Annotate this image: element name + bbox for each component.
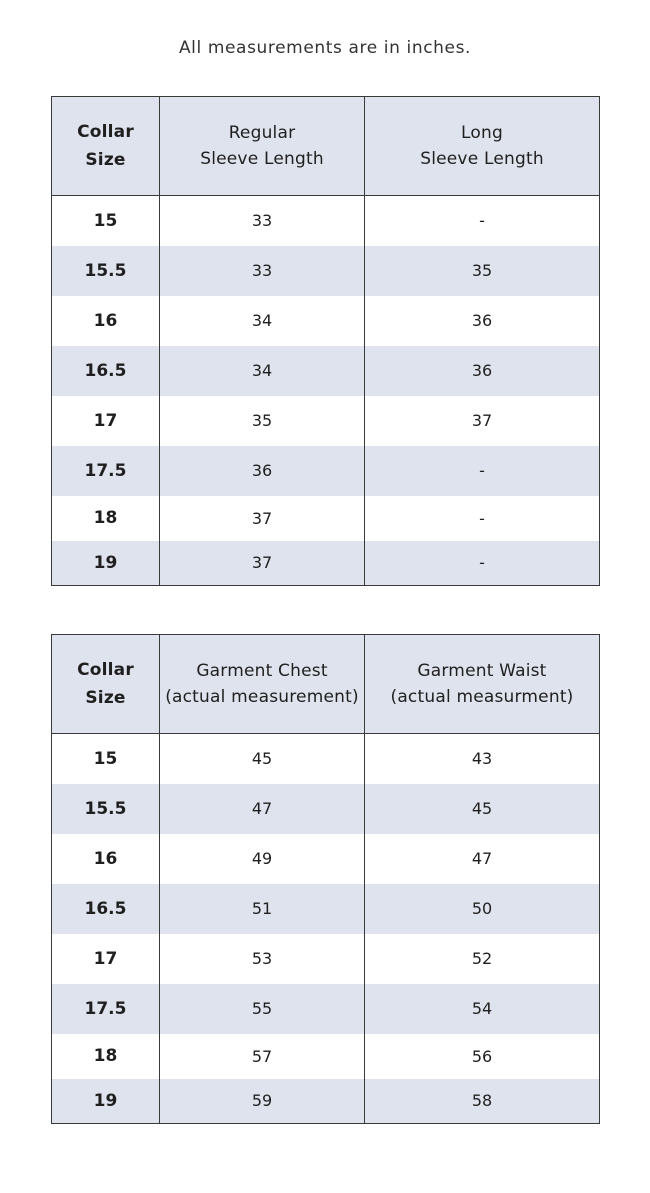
table-row (52, 296, 600, 346)
regular-sleeve-cell: 37 (160, 541, 365, 586)
long-sleeve-cell: 35 (471, 261, 493, 280)
table-row (52, 246, 600, 296)
sleeve-length-table (51, 96, 600, 586)
regular-sleeve-cell: 34 (160, 346, 365, 396)
table-row (52, 784, 600, 834)
garment-chest-cell: 57 (160, 1034, 365, 1079)
header-garment-waist (365, 635, 600, 734)
collar-size-cell: 15.5 (52, 784, 160, 834)
long-sleeve-cell: 36 (471, 311, 493, 330)
garment-waist-cell: 54 (471, 999, 493, 1018)
table-row (52, 396, 600, 446)
collar-size-cell: 17.5 (52, 984, 160, 1034)
collar-size-cell: 16.5 (52, 346, 160, 396)
header-line: Collar (77, 122, 134, 142)
table-header-row (52, 97, 600, 196)
garment-waist-cell: 56 (471, 1046, 493, 1066)
collar-size-cell: 16 (52, 834, 160, 884)
collar-size-cell: 16.5 (52, 884, 160, 934)
long-sleeve-cell: - (479, 553, 485, 573)
table-row (52, 446, 600, 496)
garment-chest-cell: 59 (160, 1079, 365, 1124)
garment-waist-cell: 50 (471, 899, 493, 918)
regular-sleeve-cell: 33 (160, 196, 365, 246)
header-long-sleeve-length (365, 97, 600, 196)
table-row (52, 834, 600, 884)
header-line: Sleeve Length (200, 149, 324, 169)
garment-waist-cell: 43 (471, 749, 493, 769)
collar-size-cell: 18 (52, 496, 160, 541)
collar-size-cell: 17.5 (52, 446, 160, 496)
garment-chest-cell: 51 (160, 884, 365, 934)
long-sleeve-cell: - (479, 461, 485, 480)
collar-size-cell: 17 (52, 396, 160, 446)
header-collar-size (52, 635, 160, 734)
garment-waist-cell: 47 (471, 849, 493, 868)
header-line: Sleeve Length (420, 149, 544, 169)
header-collar-size (52, 97, 160, 196)
table-row (52, 984, 600, 1034)
garment-chest-cell: 49 (160, 834, 365, 884)
header-line: Long (461, 123, 503, 143)
collar-size-cell: 18 (52, 1034, 160, 1079)
collar-size-cell: 16 (52, 296, 160, 346)
garment-waist-cell: 58 (471, 1091, 493, 1111)
table-row (52, 734, 600, 784)
table-row (52, 196, 600, 246)
garment-chest-cell: 53 (160, 934, 365, 984)
table-row (52, 884, 600, 934)
table-row (52, 934, 600, 984)
regular-sleeve-cell: 34 (160, 296, 365, 346)
collar-size-cell: 19 (52, 1079, 160, 1124)
collar-size-cell: 15 (52, 196, 160, 246)
header-line: Garment Waist (417, 661, 547, 681)
garment-waist-cell: 52 (471, 949, 493, 968)
garment-waist-cell: 45 (471, 799, 493, 818)
regular-sleeve-cell: 35 (160, 396, 365, 446)
header-line: Garment Chest (196, 661, 328, 681)
table-row (52, 346, 600, 396)
header-line: Regular (228, 123, 296, 143)
collar-size-cell: 15.5 (52, 246, 160, 296)
long-sleeve-cell: - (479, 508, 485, 528)
regular-sleeve-cell: 33 (160, 246, 365, 296)
table-row (52, 541, 600, 586)
header-line: Collar (77, 660, 134, 680)
garment-measurement-table (51, 634, 600, 1124)
measurement-note: All measurements are in inches. (178, 38, 472, 58)
collar-size-cell: 19 (52, 541, 160, 586)
table-row (52, 496, 600, 541)
header-regular-sleeve-length (160, 97, 365, 196)
header-line: Size (85, 688, 126, 708)
long-sleeve-cell: - (479, 211, 485, 231)
regular-sleeve-cell: 37 (160, 496, 365, 541)
table-row (52, 1034, 600, 1079)
regular-sleeve-cell: 36 (160, 446, 365, 496)
table-header-row (52, 635, 600, 734)
long-sleeve-cell: 37 (471, 411, 493, 430)
header-garment-chest (160, 635, 365, 734)
collar-size-cell: 15 (52, 734, 160, 784)
long-sleeve-cell: 36 (471, 361, 493, 380)
garment-chest-cell: 55 (160, 984, 365, 1034)
garment-chest-cell: 47 (160, 784, 365, 834)
table-row (52, 1079, 600, 1124)
collar-size-cell: 17 (52, 934, 160, 984)
header-line: Size (85, 150, 126, 170)
garment-chest-cell: 45 (160, 734, 365, 784)
header-line: (actual measurment) (390, 687, 574, 707)
header-line: (actual measurement) (165, 687, 359, 707)
